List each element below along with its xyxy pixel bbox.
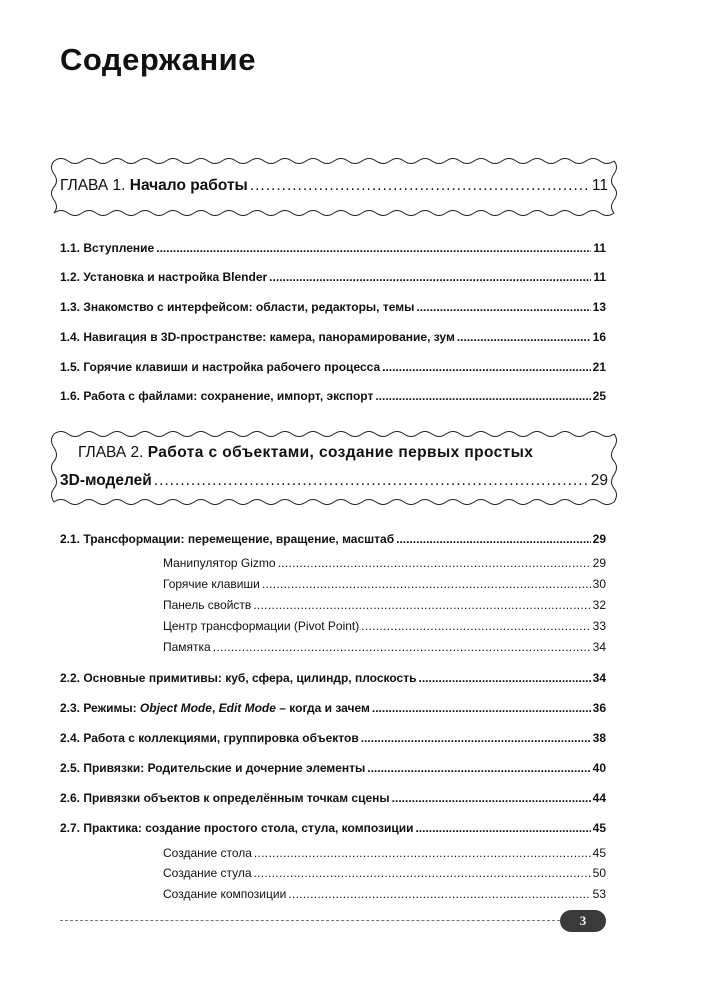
page-number: 11	[593, 241, 606, 255]
page-number: 40	[592, 761, 606, 775]
entry-label: Центр трансформации (Pivot Point)	[163, 619, 360, 633]
toc-entry-2-4[interactable]	[60, 731, 606, 745]
page-number: 34	[592, 640, 606, 654]
entry-label: 2.4. Работа с коллекциями, группировка объектов	[60, 731, 359, 745]
toc-entry-2-1[interactable]	[60, 532, 606, 546]
entry-label: Горячие клавиши	[163, 577, 260, 591]
dot-leader	[262, 577, 591, 591]
dot-leader	[415, 821, 590, 835]
entry-label: 2.2. Основные примитивы: куб, сфера, цилиндр, плоскость	[60, 671, 417, 685]
chapter-title: Работа с объектами, создание первых простых	[147, 444, 534, 461]
dot-leader	[269, 270, 591, 284]
page-number: 13	[592, 300, 606, 314]
page-number: 44	[592, 791, 606, 805]
toc-entry-1-1[interactable]	[60, 241, 606, 255]
page-number: 21	[592, 360, 606, 374]
page-number: 33	[592, 619, 606, 633]
separator: ,	[211, 701, 219, 715]
page-number: 25	[592, 389, 606, 403]
entry-label: 2.7. Практика: создание простого стола, стула, композиции	[60, 821, 414, 835]
chapter-1-heading-box	[46, 155, 622, 219]
chapter-2-heading-box	[46, 428, 622, 508]
page-number: 11	[591, 177, 608, 194]
footer-divider	[60, 920, 560, 921]
dot-leader	[213, 640, 591, 654]
toc-entry-2-7[interactable]	[60, 821, 606, 835]
page-number: 11	[593, 270, 606, 284]
entry-label: 1.4. Навигация в 3D-пространстве: камера, панорамирование, зум	[60, 330, 455, 344]
dot-leader	[154, 472, 589, 490]
toc-subentry[interactable]	[163, 866, 606, 880]
page-title: Содержание	[60, 42, 256, 77]
dot-leader	[361, 731, 591, 745]
page-number: 38	[592, 731, 606, 745]
toc-entry-1-2[interactable]	[60, 270, 606, 284]
page-number: 32	[592, 598, 606, 612]
toc-subentry[interactable]	[163, 846, 606, 860]
page-number: 34	[592, 671, 606, 685]
page-number: 45	[592, 821, 606, 835]
entry-label: Панель свойств	[163, 598, 252, 612]
page-number: 29	[592, 556, 606, 570]
entry-label: Создание композиции	[163, 887, 287, 901]
dot-leader	[156, 241, 591, 255]
dot-leader	[457, 330, 591, 344]
entry-label: Манипулятор Gizmo	[163, 556, 276, 570]
toc-entry-1-5[interactable]	[60, 360, 606, 374]
mode-edit: Edit Mode	[218, 701, 276, 715]
chapter-prefix: ГЛАВА 2.	[78, 444, 144, 461]
page-number: 50	[592, 866, 606, 880]
toc-entry-2-3[interactable]	[60, 701, 606, 715]
page-number: 29	[592, 532, 606, 546]
toc-entry-2-6[interactable]	[60, 791, 606, 805]
dot-leader	[418, 671, 590, 685]
page-number: 36	[592, 701, 606, 715]
entry-label: Памятка	[163, 640, 211, 654]
dot-leader	[288, 887, 590, 901]
toc-subentry[interactable]	[163, 577, 606, 591]
entry-label: 2.6. Привязки объектов к определённым точкам сцены	[60, 791, 390, 805]
entry-label: 1.1. Вступление	[60, 241, 155, 255]
dot-leader	[254, 846, 591, 860]
page-number: 30	[592, 577, 606, 591]
entry-label: 1.6. Работа с файлами: сохранение, импорт, экспорт	[60, 389, 374, 403]
page-number: 16	[592, 330, 606, 344]
entry-label: 1.3. Знакомство с интерфейсом: области, редакторы, темы	[60, 300, 415, 314]
entry-label: Создание стола	[163, 846, 252, 860]
wavy-frame	[46, 428, 622, 508]
entry-label-prefix: 2.3. Режимы:	[60, 701, 140, 715]
toc-entry-2-2[interactable]	[60, 671, 606, 685]
dot-leader	[253, 598, 590, 612]
toc-subentry[interactable]	[163, 598, 606, 612]
toc-subentry[interactable]	[163, 556, 606, 570]
dot-leader	[416, 300, 590, 314]
dot-leader	[392, 791, 591, 805]
chapter-prefix: ГЛАВА 1.	[60, 177, 126, 194]
dot-leader	[375, 389, 590, 403]
chapter-title: Начало работы	[129, 177, 248, 194]
entry-label-suffix: – когда и зачем	[275, 701, 370, 715]
entry-label: 2.5. Привязки: Родительские и дочерние элементы	[60, 761, 366, 775]
dot-leader	[396, 532, 591, 546]
dot-leader	[372, 701, 591, 715]
toc-subentry[interactable]	[163, 887, 606, 901]
entry-label: 2.1. Трансформации: перемещение, вращение, масштаб	[60, 532, 395, 546]
toc-entry-1-3[interactable]	[60, 300, 606, 314]
page-number: 53	[592, 887, 606, 901]
page-number: 45	[592, 846, 606, 860]
dot-leader	[254, 866, 591, 880]
chapter-title-cont: 3D-моделей	[60, 472, 152, 489]
dot-leader	[278, 556, 591, 570]
toc-entry-1-6[interactable]	[60, 389, 606, 403]
toc-subentry[interactable]	[163, 640, 606, 654]
toc-entry-1-4[interactable]	[60, 330, 606, 344]
entry-label: 1.5. Горячие клавиши и настройка рабочего процесса	[60, 360, 381, 374]
page-number: 29	[590, 472, 608, 489]
entry-label: Создание стула	[163, 866, 252, 880]
entry-label: 1.2. Установка и настройка Blender	[60, 270, 268, 284]
toc-entry-2-5[interactable]	[60, 761, 606, 775]
chapter-2-heading-line-1[interactable]	[60, 444, 608, 462]
dot-leader	[361, 619, 590, 633]
chapter-2-heading-line-2[interactable]	[60, 472, 608, 490]
toc-subentry[interactable]	[163, 619, 606, 633]
dot-leader	[382, 360, 591, 374]
dot-leader	[367, 761, 590, 775]
page-number-badge: 3	[560, 910, 606, 932]
mode-object: Object Mode	[139, 701, 212, 715]
chapter-1-heading[interactable]	[60, 177, 608, 195]
dot-leader	[250, 177, 590, 195]
